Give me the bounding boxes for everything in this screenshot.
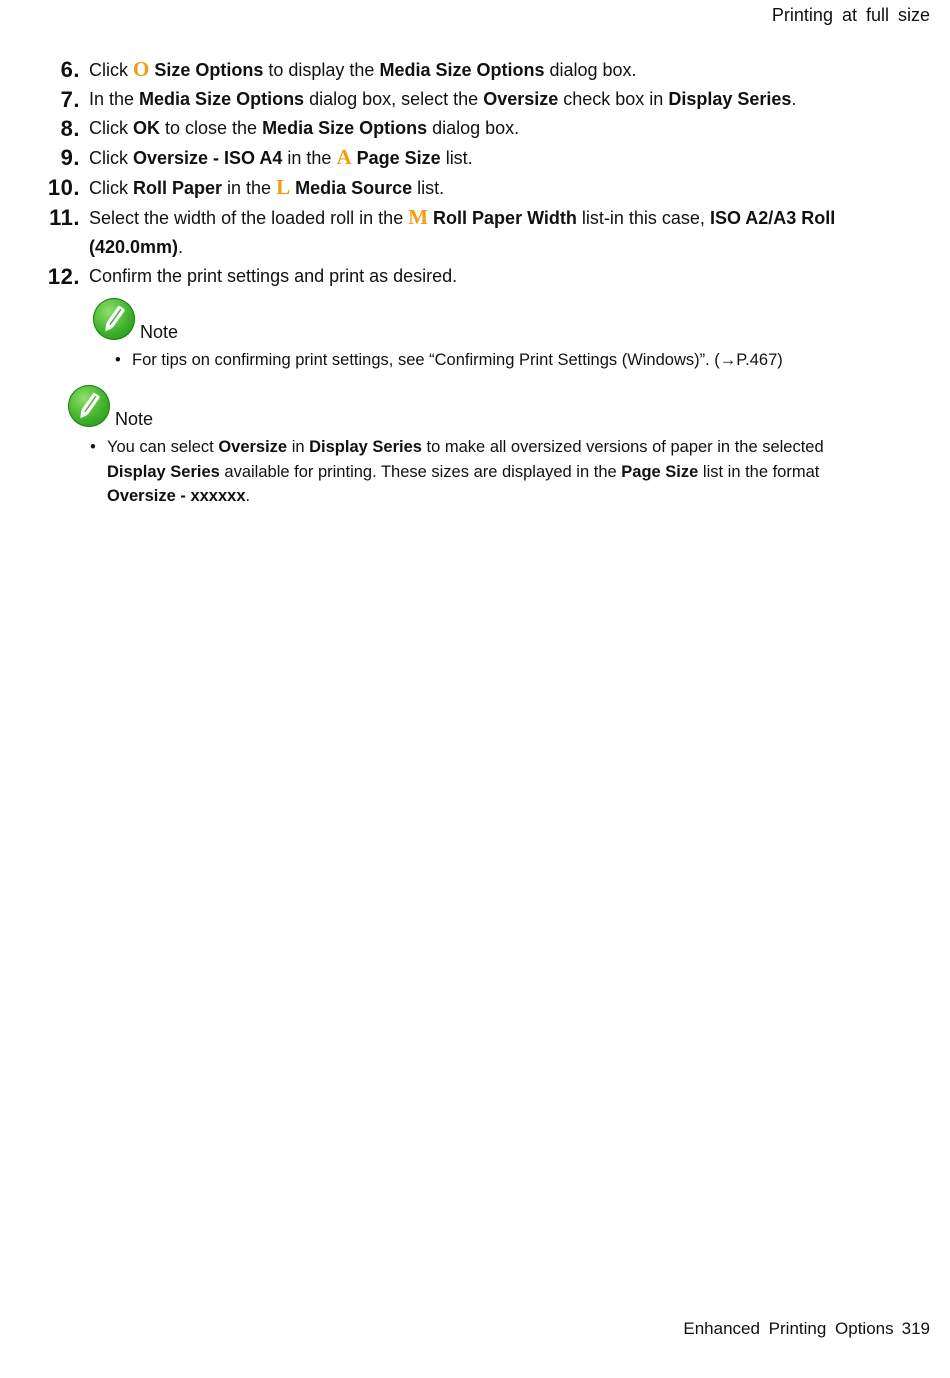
note-box-print-settings (93, 298, 893, 373)
note-pencil-icon (68, 385, 110, 427)
note-heading (68, 385, 868, 429)
key-letter-o-icon: O (133, 57, 150, 81)
step-text: Click Oversize - ISO A4 in the A Page Size list. (89, 145, 473, 169)
step-6 (0, 55, 950, 85)
note-bullet-item: • For tips on confirming print settings, see “Confirming Print Settings (Windows)”. (→P.467) (115, 348, 893, 373)
step-number: 7. (60, 87, 80, 112)
step-number: 9. (60, 145, 80, 170)
step-number: 8. (60, 116, 80, 141)
note-box-oversize (68, 385, 868, 509)
key-letter-l-icon: L (276, 175, 291, 199)
note-label: Note (115, 409, 154, 429)
key-letter-m-icon: M (408, 205, 429, 229)
step-number: 10. (47, 175, 80, 200)
note-label: Note (140, 322, 179, 342)
step-text: Click O Size Options to display the Media Size Options dialog box. (89, 57, 637, 81)
page-number: 319 (901, 1319, 930, 1338)
step-9 (0, 143, 950, 173)
step-number: 6. (60, 57, 80, 82)
step-text: Click Roll Paper in the L Media Source list. (89, 175, 445, 199)
note-body (115, 348, 893, 373)
footer-section-title: Enhanced Printing Options (683, 1319, 894, 1338)
note-pencil-icon (93, 298, 135, 340)
note-heading (93, 298, 893, 342)
step-text: Click OK to close the Media Size Options dialog box. (89, 118, 520, 138)
step-8 (0, 114, 950, 143)
note-body (90, 435, 850, 509)
page-header: Printing at full size (771, 5, 930, 25)
key-letter-a-icon: A (336, 145, 352, 169)
step-10 (0, 173, 950, 203)
page-footer (683, 1319, 930, 1339)
step-11 (0, 203, 950, 262)
step-text: Confirm the print settings and print as desired. (89, 266, 458, 286)
note-bullet-item: • You can select Oversize in Display Series to make all oversized versions of paper in the selected Display Series available for printing. These sizes are displayed in the Page Size list in the format Oversize - xxxxxx. (90, 435, 850, 509)
steps-list (0, 55, 950, 291)
step-7 (0, 85, 950, 114)
step-text: In the Media Size Options dialog box, select the Oversize check box in Display Series. (89, 89, 797, 109)
step-number: 12. (47, 264, 80, 289)
step-text: Select the width of the loaded roll in the M Roll Paper Width list-in this case, ISO A2/A3 Roll (420.0mm). (89, 205, 836, 257)
step-12 (0, 262, 950, 291)
step-number: 11. (49, 205, 80, 230)
